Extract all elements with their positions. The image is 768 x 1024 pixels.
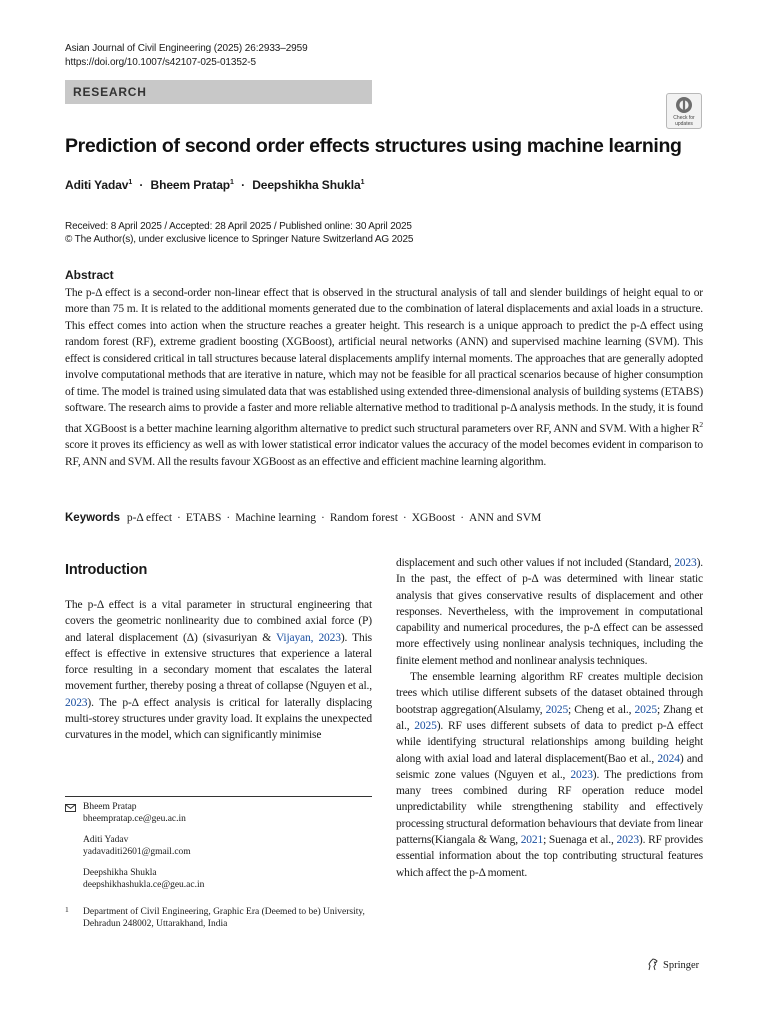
keyword-item: Random forest <box>329 512 398 524</box>
text-run: ). The p-Δ effect analysis is critical for laterally displacing multi-storey structures under gravity load. It explains the unexpected curvatures in the model, which can significantly minimise <box>65 696 372 742</box>
text-run: ). In the past, the effect of p-Δ was determined with linear static analysis that gives conservative results of displacement and other responses. Nevertheless, with the improvement in computational capability and numerical procedures, the p-Δ effect can be assessed more effectively using nonlinear analysis techniques, including the finite element method and nonlinear analysis techniques. <box>396 557 703 667</box>
contact-name: Aditi Yadav <box>83 835 129 845</box>
publication-history <box>65 220 413 246</box>
introduction-heading: Introduction <box>65 562 148 578</box>
author-name[interactable]: Deepshikha Shukla <box>252 178 361 192</box>
introduction-left-column <box>65 597 372 744</box>
contact-email[interactable]: bheempratap.ce@geu.ac.in <box>83 814 186 825</box>
contact-email[interactable]: deepshikhashukla.ce@geu.ac.in <box>83 880 205 891</box>
citation-link[interactable]: 2023 <box>616 834 639 847</box>
footnote-divider <box>65 796 372 797</box>
citation-link[interactable]: 2024 <box>657 752 680 765</box>
keyword-item: ANN and SVM <box>469 512 542 524</box>
text-run: displacement and such other values if not included (Standard, <box>396 557 675 569</box>
text-run: ). RF uses different subsets of data to predict p-Δ effect while identifying structural relationships among building height along with axial load and lateral displacement(Bao et al., <box>396 719 704 765</box>
affiliation-number: 1 <box>65 905 69 914</box>
citation-link[interactable]: 2025 <box>414 719 437 732</box>
contact-entry <box>83 834 191 859</box>
copyright-notice: © The Author(s), under exclusive licence to Springer Nature Switzerland AG 2025 <box>65 234 414 245</box>
citation-link[interactable]: 2025 <box>545 703 569 716</box>
contact-name: Bheem Pratap <box>83 802 137 812</box>
keyword-separator: · <box>402 512 407 524</box>
text-run: ; Suenaga et al., <box>543 834 617 847</box>
abstract-text-part: The p-Δ effect is a second-order non-linear effect that is observed in the structural analysis of tall and slender buildings of height equal to or more than 75 m. It is related to the additional moments generated due to the combination of lateral displacements and axial loads in a structure. This effect comes into action when the structure reaches a greater height. This research is a unique approach to predict the p-Δ effect using random forest (RF), extreme gradient boosting (XGBoost), artificial neural networks (ANN) and supervised machine learning (SVM). This effect is considered critical in tall structures because lateral displacements amplify internal moments. The approaches that are generally adopted involve computational methods that are iterative in nature, which may not be feasible for all practical scenarios because of higher consumption of time. The model is trained using simulated data that was established using extended three-dimensional analysis of building systems (ETABS) software. The research aims to provide a faster and more reliable alternative method to traditional p-Δ analysis methods. In the study, it is found that XGBoost is a better machine learning algorithm alternative to predict such structural parameters over RF, ANN and SVM. With a higher R <box>65 287 703 435</box>
keywords-label: Keywords <box>65 512 120 524</box>
abstract-text <box>65 285 703 470</box>
journal-info <box>65 42 308 70</box>
r-squared-superscript: 2 <box>699 419 703 429</box>
keyword-separator: · <box>460 512 465 524</box>
publisher-logo <box>647 958 699 971</box>
crossmark-icon <box>675 96 693 114</box>
article-title: Prediction of second order effects structures using machine learning <box>65 135 682 157</box>
abstract-text-part: score it proves its efficiency as well as with lower statistical error indicator values the accuracy of the model becomes evident in comparison to RF, ANN and SVM. All the results favour XGBoost as an effective and efficient machine learning algorithm. <box>65 439 703 468</box>
crossmark-text-2: updates <box>675 121 693 127</box>
citation-link[interactable]: 2021 <box>520 834 544 847</box>
springer-horse-icon <box>647 958 659 971</box>
text-run: ; Cheng et al., <box>568 703 635 716</box>
keywords-line <box>65 512 541 524</box>
crossmark-text-1: Check for <box>673 115 695 121</box>
crossmark-label <box>667 115 701 127</box>
paragraph <box>396 669 703 881</box>
keyword-separator: · <box>321 512 325 524</box>
citation-link[interactable]: 2023 <box>570 768 593 781</box>
keyword-item: XGBoost <box>411 512 456 524</box>
check-for-updates-badge[interactable] <box>666 93 702 129</box>
keyword-item: Machine learning <box>235 512 317 524</box>
text-run: ). RF provides essential information about the top contributing structural features which affect the p-Δ moment. <box>396 834 703 879</box>
contact-name: Deepshikha Shukla <box>83 868 157 878</box>
paragraph <box>65 597 372 744</box>
text-run: ). The predictions from many trees combined during RF operation reduce model unpredictability while strengthening stability and effectively processing structural deformation behaviours that deviate from linear patterns(Kiangala & Wang, <box>396 768 703 847</box>
section-label: RESEARCH <box>65 80 372 104</box>
text-run: ) and seismic zone values (Nguyen et al., <box>396 752 703 781</box>
text-run: ). This effect is effective in extensive structures that experience a lateral force resulting in a secondary moment that escalates the lateral movement further, thereby posing a threat of collapse (Nguyen et al., <box>65 631 373 693</box>
author-list <box>65 178 364 192</box>
text-run: The p-Δ effect is a vital parameter in structural engineering that covers the geometric nonlinearity due to combined axial force (P) and lateral displacement (Δ) (sivasuriyan & <box>65 599 372 644</box>
doi-link[interactable]: https://doi.org/10.1007/s42107-025-01352-5 <box>65 57 256 68</box>
paragraph <box>396 555 703 669</box>
introduction-right-column <box>396 555 703 881</box>
affiliation-marker: 1 <box>230 179 234 186</box>
journal-citation: Asian Journal of Civil Engineering (2025) 26:2933–2959 <box>65 43 308 54</box>
keyword-separator: · <box>177 512 181 524</box>
keyword-item: p-Δ effect <box>126 512 173 524</box>
contact-entry <box>83 867 204 892</box>
text-run: ; Zhang et al., <box>396 703 703 732</box>
citation-link[interactable]: Vijayan, 2023 <box>275 631 341 644</box>
author-separator: · <box>241 178 245 192</box>
publication-dates: Received: 8 April 2025 / Accepted: 28 April 2025 / Published online: 30 April 2025 <box>65 221 412 232</box>
keyword-separator: · <box>226 512 231 524</box>
publisher-name: Springer <box>663 960 700 971</box>
author-separator: · <box>139 178 144 192</box>
affiliation-marker: 1 <box>360 179 365 186</box>
contact-entry <box>83 801 186 826</box>
envelope-icon <box>65 804 76 812</box>
abstract-heading: Abstract <box>65 268 114 282</box>
keyword-item: ETABS <box>185 512 222 524</box>
citation-link[interactable]: 2025 <box>634 703 657 716</box>
author-name[interactable]: Bheem Pratap <box>150 178 231 192</box>
author-name[interactable]: Aditi Yadav <box>65 178 129 192</box>
citation-link[interactable]: 2023 <box>674 557 697 569</box>
text-run: The ensemble learning algorithm RF creates multiple decision trees which utilise different subsets of the dataset obtained through bootstrap aggregation(Alsulamy, <box>396 671 703 716</box>
affiliation-marker: 1 <box>128 179 133 186</box>
citation-link[interactable]: 2023 <box>65 696 88 709</box>
affiliation-text: Department of Civil Engineering, Graphic Era (Deemed to be) University, Dehradun 248002, Uttarakhand, India <box>83 907 365 930</box>
contact-email[interactable]: yadavaditi2601@gmail.com <box>83 847 191 858</box>
